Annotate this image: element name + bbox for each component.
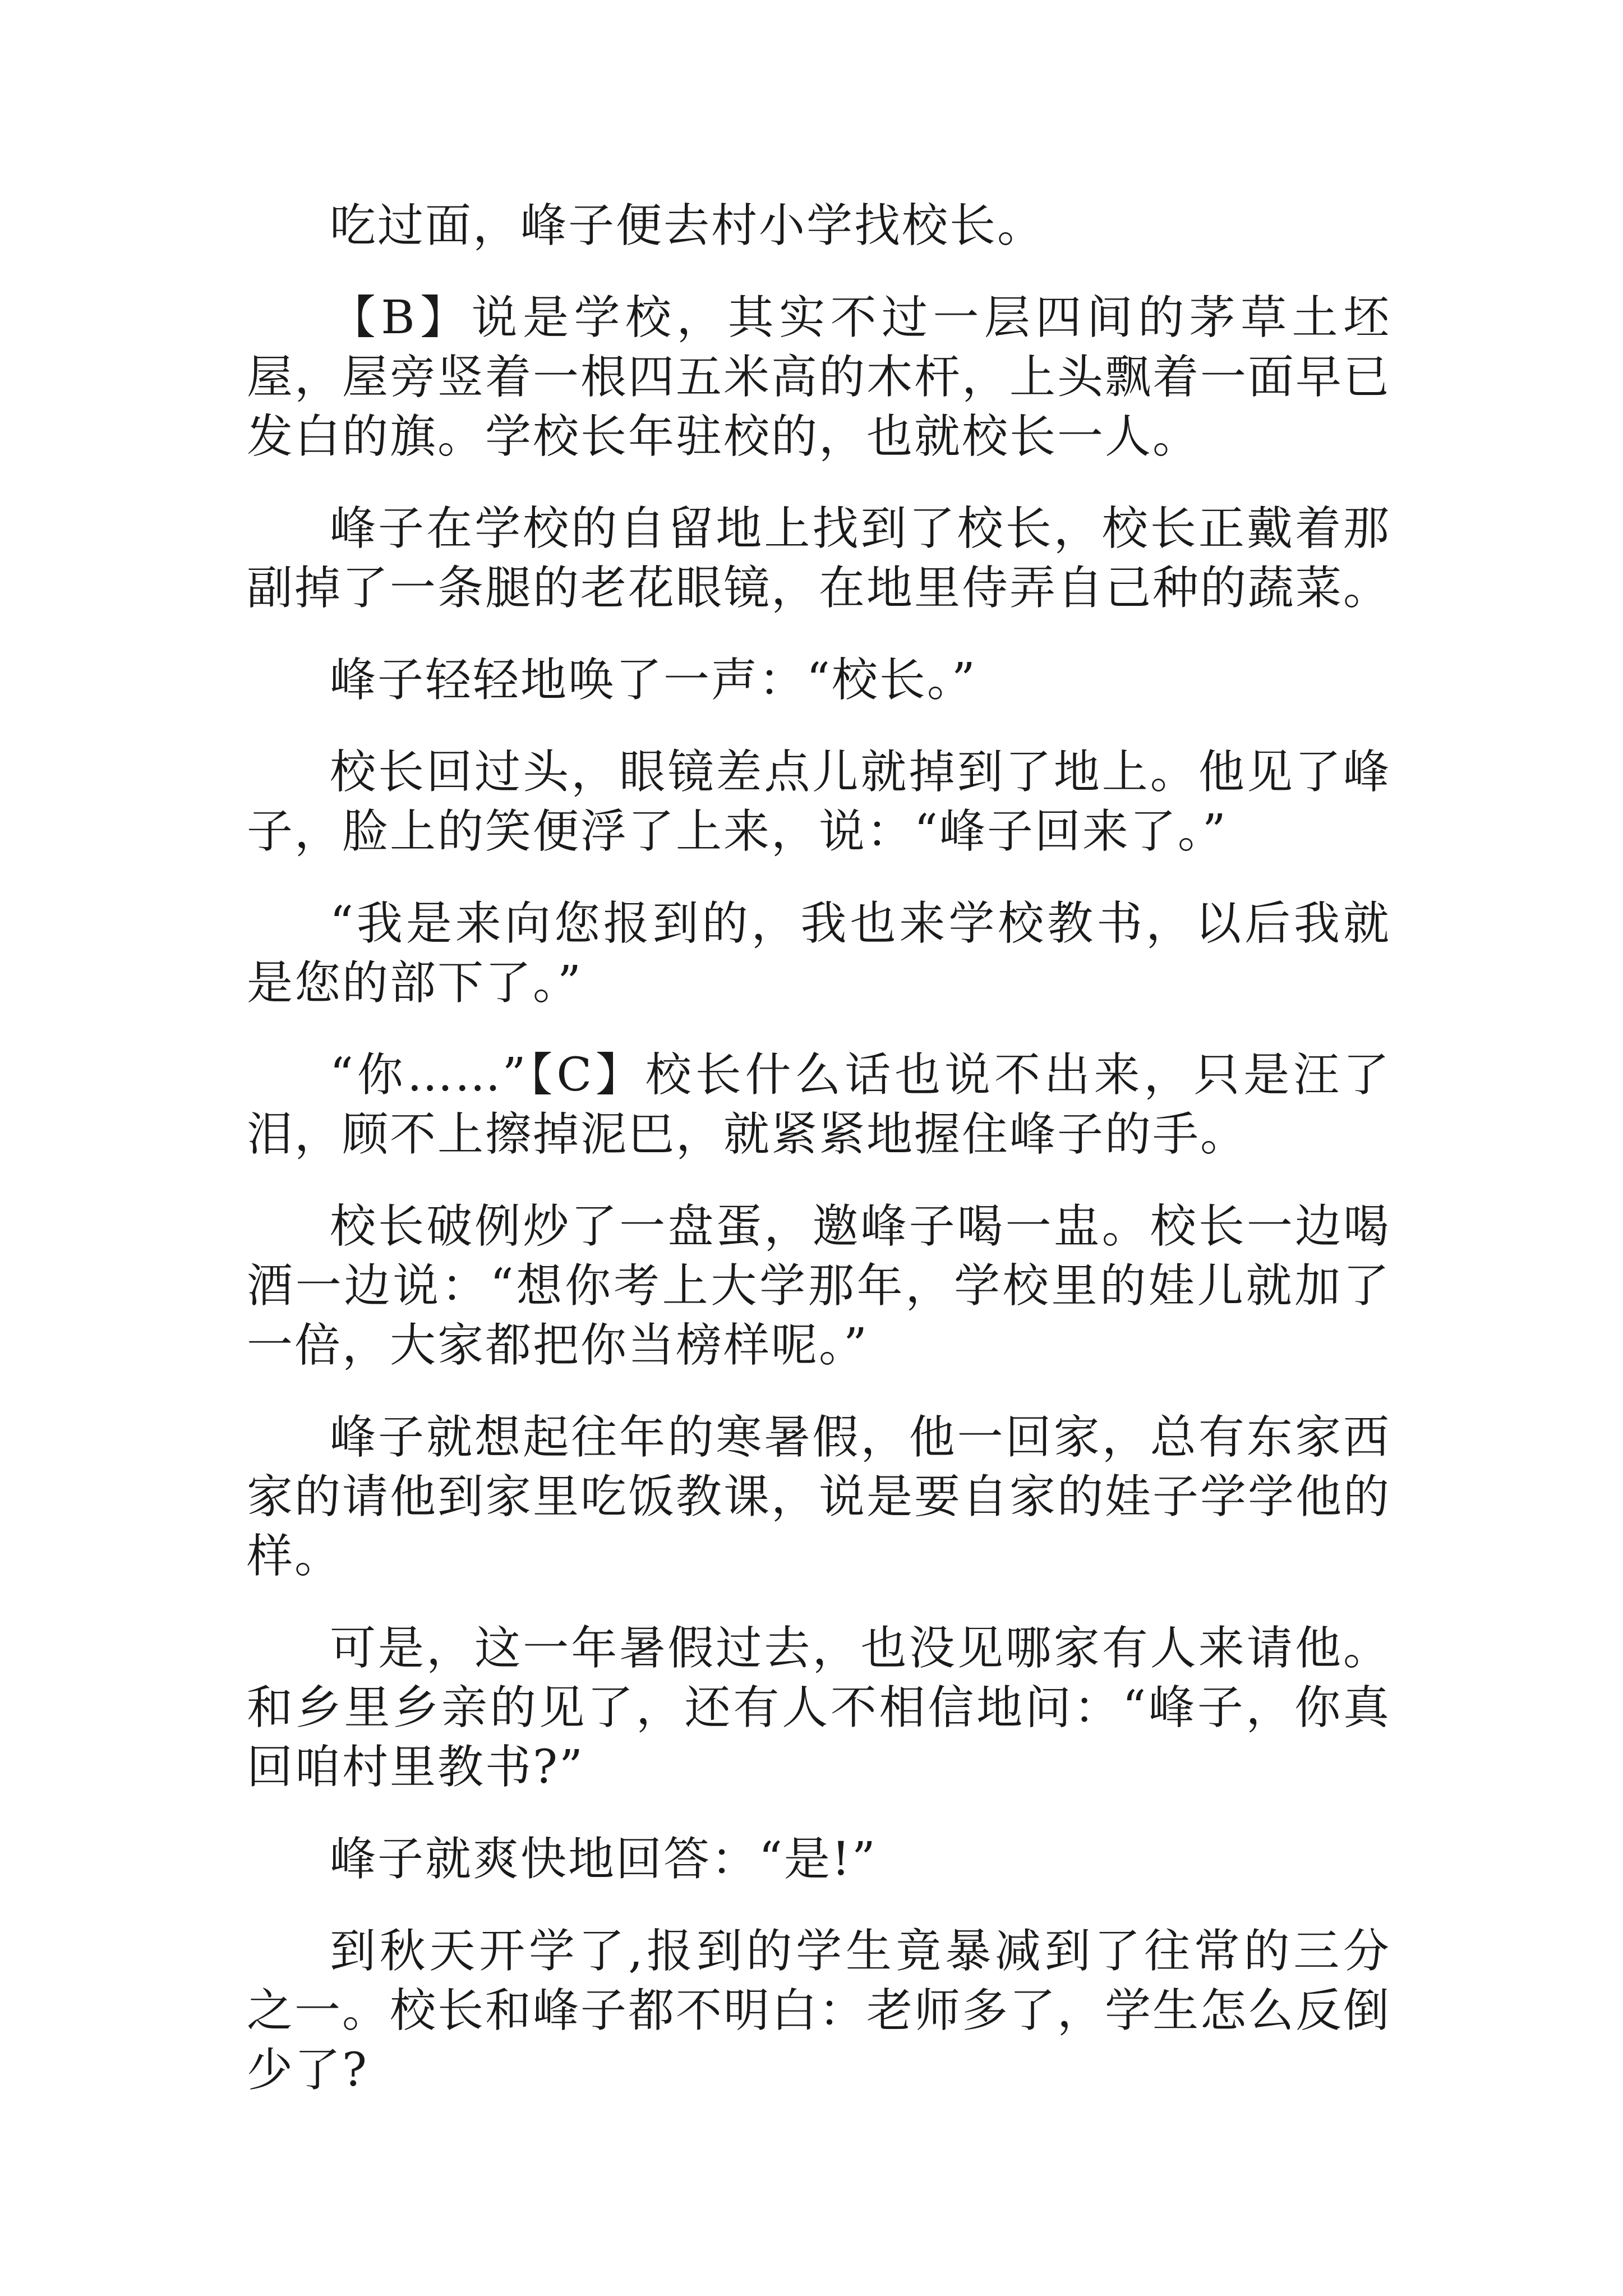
paragraph-7: “你……”【C】校长什么话也说不出来，只是汪了泪，顾不上擦掉泥巴，就紧紧地握住峰子的手。 [247, 1048, 1391, 1161]
paragraph-3: 峰子在学校的自留地上找到了校长，校长正戴着那副掉了一条腿的老花眼镜，在地里侍弄自己种的蔬菜。 [247, 502, 1391, 615]
paragraph-12: 到秋天开学了,报到的学生竟暴减到了往常的三分之一。校长和峰子都不明白：老师多了，学生怎么反倒少了? [247, 1925, 1391, 2097]
paragraph-2: 【B】说是学校，其实不过一层四间的茅草土坯屋，屋旁竖着一根四五米高的木杆，上头飘着一面早已发白的旗。学校长年驻校的，也就校长一人。 [247, 291, 1391, 463]
paragraph-11: 峰子就爽快地回答：“是!” [330, 1833, 877, 1886]
paragraph-5: 校长回过头，眼镜差点儿就掉到了地上。他见了峰子，脸上的笑便浮了上来，说：“峰子回来了。” [247, 746, 1391, 858]
paragraph-9: 峰子就想起往年的寒暑假，他一回家，总有东家西家的请他到家里吃饭教课，说是要自家的娃子学学他的样。 [247, 1411, 1391, 1583]
paragraph-6: “我是来向您报到的，我也来学校教书，以后我就是您的部下了。” [247, 897, 1391, 1010]
paragraph-4: 峰子轻轻地唤了一声：“校长。” [330, 654, 977, 707]
paragraph-1: 吃过面，峰子便去村小学找校长。 [330, 199, 1045, 252]
paragraph-8: 校长破例炒了一盘蛋，邀峰子喝一盅。校长一边喝酒一边说：“想你考上大学那年，学校里的娃儿就加了一倍，大家都把你当榜样呢。” [247, 1200, 1391, 1372]
paragraph-10: 可是，这一年暑假过去，也没见哪家有人来请他。和乡里乡亲的见了，还有人不相信地问：“峰子，你真回咱村里教书?” [247, 1622, 1391, 1794]
document-body [247, 196, 1391, 2133]
